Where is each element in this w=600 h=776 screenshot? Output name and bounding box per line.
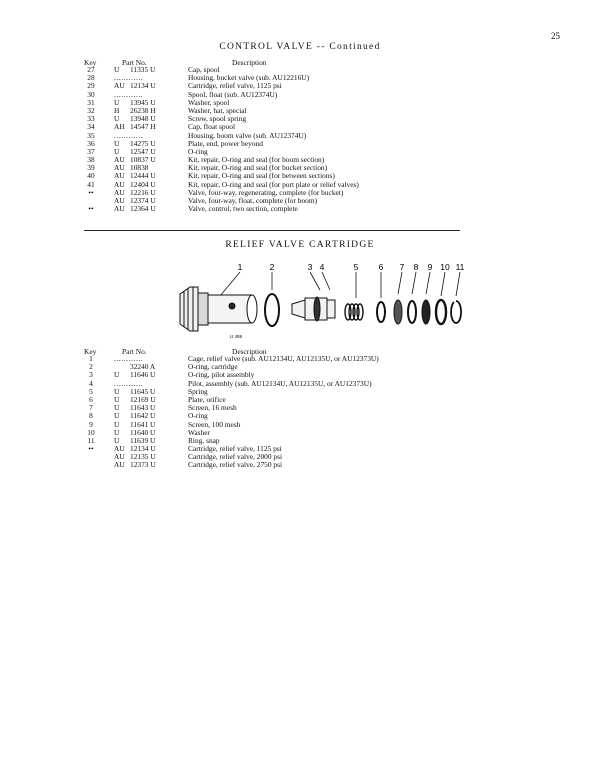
row-part-number: 13948 U bbox=[130, 114, 156, 124]
relief-valve-title: RELIEF VALVE CARTRIDGE bbox=[225, 240, 375, 250]
row-description: Housing, bucket valve (sub. AU12216U) bbox=[188, 73, 310, 83]
row-key: 6 bbox=[89, 394, 93, 404]
row-part-number: 13945 U bbox=[130, 97, 156, 107]
row-part-number: 11640 U bbox=[130, 427, 156, 437]
row-part-dots: ............ bbox=[114, 354, 144, 363]
rv-header-description: Description bbox=[232, 347, 267, 356]
row-key: 41 bbox=[87, 179, 95, 189]
rv-header-key: Key bbox=[84, 347, 97, 356]
row-part-number: 11335 U bbox=[130, 65, 156, 74]
row-part-prefix: U bbox=[114, 411, 120, 421]
row-description: Cartridge, relief valve, 2000 psi bbox=[188, 452, 282, 462]
section-divider bbox=[84, 230, 460, 231]
row-key: 40 bbox=[87, 171, 95, 181]
row-description: Washer, spool bbox=[188, 97, 230, 107]
row-description: Kit, repair, O-ring and seal (for boom section) bbox=[188, 155, 325, 165]
row-description: Valve, control, two section, complete bbox=[188, 204, 298, 214]
cv-header-part-no: Part No. bbox=[122, 58, 147, 67]
row-key: 5 bbox=[89, 386, 93, 396]
row-description: Washer bbox=[188, 427, 210, 437]
row-part-number: 12216 U bbox=[130, 187, 156, 197]
row-description: Cartridge, relief valve, 1125 psi bbox=[188, 444, 282, 454]
row-description: O-ring bbox=[188, 146, 208, 156]
row-part-prefix: AU bbox=[114, 452, 125, 462]
row-part-number: 10837 U bbox=[130, 155, 156, 165]
screen-100-mesh-part bbox=[422, 300, 430, 324]
row-description: Spool, float (sub. AU12374U) bbox=[188, 89, 278, 99]
row-part-number: 12135 U bbox=[130, 452, 156, 462]
row-key: 39 bbox=[87, 163, 95, 173]
row-description: Cap, spool bbox=[188, 65, 220, 74]
row-key: 33 bbox=[87, 114, 95, 124]
row-part-prefix: AU bbox=[114, 163, 125, 173]
o-ring-part bbox=[408, 301, 416, 323]
row-key: 31 bbox=[87, 97, 95, 107]
row-key: 35 bbox=[87, 130, 95, 140]
callout-number: 7 bbox=[399, 262, 405, 272]
row-key: 4 bbox=[89, 378, 93, 388]
row-description: Screen, 100 mesh bbox=[188, 419, 241, 429]
callout-number: 1 bbox=[237, 262, 243, 272]
row-part-number: 12134 U bbox=[130, 444, 156, 454]
diagram-callouts bbox=[238, 262, 465, 272]
callout-number: 6 bbox=[378, 262, 384, 272]
row-part-number: 32240 A bbox=[130, 362, 156, 372]
row-key: •• bbox=[88, 444, 94, 454]
row-part-number: 14547 H bbox=[130, 122, 156, 132]
row-description: Screen, 16 mesh bbox=[188, 403, 237, 413]
row-part-dots: ............ bbox=[114, 73, 144, 83]
row-part-number: 12373 U bbox=[130, 460, 156, 470]
row-key: 37 bbox=[87, 146, 95, 156]
spring-part bbox=[345, 304, 363, 320]
row-description: Washer, hat, special bbox=[188, 105, 247, 115]
orifice-plate-part bbox=[377, 302, 385, 322]
callout-number: 8 bbox=[413, 262, 419, 272]
screen-16-mesh-part bbox=[394, 300, 402, 324]
row-part-prefix: U bbox=[114, 427, 120, 437]
row-description: Kit, repair, O-ring and seal (for between sections) bbox=[188, 171, 335, 181]
row-key: •• bbox=[88, 204, 94, 214]
row-description: Ring, snap bbox=[188, 435, 220, 445]
row-key: 36 bbox=[87, 138, 95, 148]
row-part-number: 11639 U bbox=[130, 435, 156, 445]
row-description: Cartridge, relief valve, 2750 psi bbox=[188, 460, 282, 470]
row-key: 11 bbox=[87, 435, 95, 445]
row-part-number: 11646 U bbox=[130, 370, 156, 380]
row-description: Spring bbox=[188, 386, 208, 396]
row-key: 10 bbox=[87, 427, 95, 437]
row-part-prefix: H bbox=[114, 105, 120, 115]
row-part-prefix: U bbox=[114, 65, 120, 74]
row-description: Cartridge, relief valve, 1125 psi bbox=[188, 81, 282, 91]
callout-number: 11 bbox=[455, 262, 465, 272]
row-part-number: 12169 U bbox=[130, 394, 156, 404]
row-key: 38 bbox=[87, 155, 95, 165]
row-key: 29 bbox=[87, 81, 95, 91]
row-part-prefix: AU bbox=[114, 204, 125, 214]
callout-number: 2 bbox=[269, 262, 275, 272]
row-part-number: 12374 U bbox=[130, 196, 156, 205]
row-part-prefix: AU bbox=[114, 444, 125, 454]
row-key: 34 bbox=[87, 122, 95, 132]
cv-header-description: Description bbox=[232, 58, 267, 67]
row-part-number: 10838 bbox=[130, 163, 149, 173]
row-description: Screw, spool spring bbox=[188, 114, 247, 124]
row-part-prefix: U bbox=[114, 403, 120, 413]
row-part-number: 12444 U bbox=[130, 171, 156, 181]
row-part-prefix: U bbox=[114, 386, 120, 396]
callout-number: 5 bbox=[353, 262, 359, 272]
row-part-prefix: AU bbox=[114, 179, 125, 189]
callout-number: 3 bbox=[307, 262, 313, 272]
row-description: O-ring bbox=[188, 411, 208, 421]
row-description: Cap, float spool bbox=[188, 122, 236, 132]
row-key: 27 bbox=[87, 65, 95, 74]
row-description: Kit, repair, O-ring and seal (for bucket section) bbox=[188, 163, 328, 173]
row-part-number: 12134 U bbox=[130, 81, 156, 91]
row-part-prefix: U bbox=[114, 146, 120, 156]
row-part-dots: ............ bbox=[114, 130, 144, 140]
row-description: Plate, orifice bbox=[188, 394, 226, 404]
row-part-dots: ............ bbox=[114, 378, 144, 388]
row-part-prefix: U bbox=[114, 138, 120, 148]
row-key: 30 bbox=[87, 89, 95, 99]
o-ring-cartridge-part bbox=[265, 294, 279, 326]
row-part-number: 11641 U bbox=[130, 419, 156, 429]
diagram-code: U 459 bbox=[230, 334, 243, 339]
row-part-prefix: AU bbox=[114, 171, 125, 181]
row-part-number: 12547 U bbox=[130, 146, 156, 156]
row-key: •• bbox=[88, 187, 94, 197]
row-part-prefix: AH bbox=[114, 122, 125, 132]
row-description: O-ring, pilot assembly bbox=[188, 370, 255, 380]
pilot-assembly-part bbox=[292, 297, 335, 321]
row-key: 2 bbox=[89, 362, 93, 372]
row-key: 1 bbox=[89, 354, 93, 363]
row-part-number: 12404 U bbox=[130, 179, 156, 189]
row-key: 32 bbox=[87, 105, 95, 115]
row-description: Housing, boom valve (sub. AU12374U) bbox=[188, 130, 307, 140]
row-key: 28 bbox=[87, 73, 95, 83]
row-description: Valve, four-way, float, complete (for boom) bbox=[188, 196, 318, 205]
row-description: O-ring, cartridge bbox=[188, 362, 238, 372]
row-part-prefix: U bbox=[114, 97, 120, 107]
page-number: 25 bbox=[551, 31, 560, 41]
control-valve-title: CONTROL VALVE -- Continued bbox=[219, 42, 381, 52]
row-part-number: 11645 U bbox=[130, 386, 156, 396]
row-part-prefix: U bbox=[114, 114, 120, 124]
row-key: 8 bbox=[89, 411, 93, 421]
row-part-prefix: AU bbox=[114, 460, 125, 470]
row-part-prefix: AU bbox=[114, 155, 125, 165]
rv-header-part-no: Part No. bbox=[122, 347, 147, 356]
row-part-prefix: AU bbox=[114, 81, 125, 91]
row-description: Pilot, assembly (sub. AU12134U, AU12135U, or AU12373U) bbox=[188, 378, 372, 388]
row-description: Plate, end, power beyond bbox=[188, 138, 263, 148]
row-key: 9 bbox=[89, 419, 93, 429]
callout-number: 9 bbox=[427, 262, 433, 272]
row-part-dots: ............ bbox=[114, 89, 144, 99]
washer-part bbox=[436, 300, 446, 324]
row-description: Kit, repair, O-ring and seal (for port plate or relief valves) bbox=[188, 179, 359, 189]
row-part-prefix: AU bbox=[114, 196, 125, 205]
row-key: 7 bbox=[89, 403, 93, 413]
row-part-prefix: U bbox=[114, 435, 120, 445]
row-part-prefix: U bbox=[114, 370, 120, 380]
row-part-prefix: U bbox=[114, 394, 120, 404]
snap-ring-part bbox=[451, 301, 461, 323]
row-part-number: 11643 U bbox=[130, 403, 156, 413]
callout-number: 10 bbox=[440, 262, 450, 272]
row-part-prefix: AU bbox=[114, 187, 125, 197]
row-part-number: 14275 U bbox=[130, 138, 156, 148]
row-part-number: 26238 H bbox=[130, 105, 156, 115]
row-part-number: 11642 U bbox=[130, 411, 156, 421]
row-description: Valve, four-way, regenerating, complete (for bucket) bbox=[188, 187, 344, 197]
row-description: Cage, relief valve (sub. AU12134U, AU12135U, or AU12373U) bbox=[188, 354, 379, 363]
cv-header-key: Key bbox=[84, 58, 97, 67]
row-part-number: 12364 U bbox=[130, 204, 156, 214]
row-part-prefix: U bbox=[114, 419, 120, 429]
relief-valve-exploded-diagram bbox=[160, 260, 480, 342]
callout-number: 4 bbox=[319, 262, 325, 272]
row-key: 3 bbox=[89, 370, 93, 380]
cage-part bbox=[180, 287, 257, 331]
